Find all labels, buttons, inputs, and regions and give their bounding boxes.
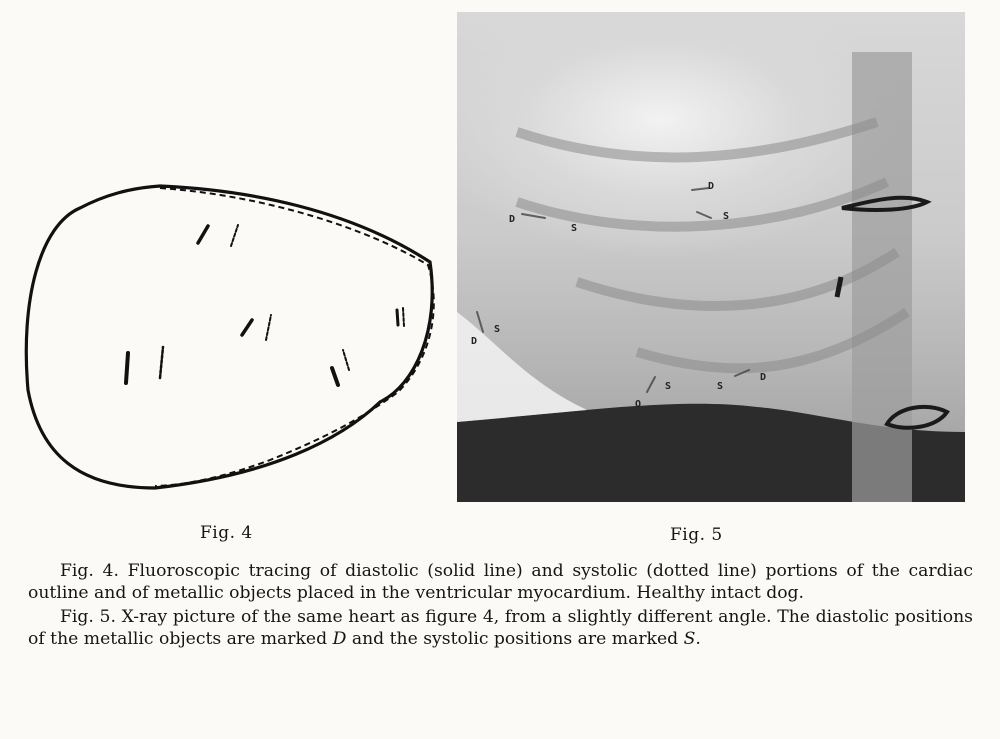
metallic-objects	[126, 225, 404, 385]
marker-solid-1	[198, 226, 208, 243]
caption-fig-5-text-b: and the systolic positions are marked	[351, 629, 679, 649]
caption-fig-4	[28, 560, 973, 604]
figure-4-label: Fig. 4	[200, 523, 253, 543]
figure-5-label: Fig. 5	[670, 525, 723, 545]
xray-marker-o: O	[635, 399, 642, 410]
xray-marker-d1: D	[708, 181, 715, 192]
caption-fig-5-d: D	[332, 629, 347, 649]
xray-marker-d3: D	[471, 336, 478, 347]
xray-marker-d2: D	[509, 214, 516, 225]
caption-fig-5-end: .	[695, 629, 701, 649]
caption-fig-5-text-a: X-ray picture of the same heart as figure 4, from a slightly different angle. The diastolic positions of the metallic objects are marked	[28, 607, 973, 649]
xray-bright-wedge	[457, 312, 587, 422]
marker-dotted-2	[266, 315, 271, 340]
figure-5-xray	[457, 12, 965, 502]
xray-marker-d4: D	[760, 372, 767, 383]
marker-dotted-1	[231, 225, 238, 246]
marker-dotted-5	[343, 350, 349, 370]
marker-solid-4	[126, 353, 128, 383]
xray-marker-s4: S	[665, 381, 672, 392]
figure-caption	[28, 560, 973, 650]
diastolic-outline	[26, 186, 432, 488]
marker-solid-2	[242, 320, 252, 335]
caption-fig-4-text: Fluoroscopic tracing of diastolic (solid line) and systolic (dotted line) portions of the cardiac outline and of metallic objects placed in the ventricular myocardium. Healthy intact dog.	[28, 561, 973, 603]
marker-dotted-3	[403, 308, 404, 326]
xray-ribs	[517, 122, 907, 368]
marker-dotted-4	[160, 347, 163, 378]
caption-fig-5-lead: Fig. 5.	[60, 607, 116, 627]
systolic-outline	[155, 188, 434, 486]
xray-marker-s3: S	[494, 324, 501, 335]
xray-marker-s2: S	[571, 223, 578, 234]
caption-fig-5-s: S	[683, 629, 696, 649]
xray-marker-s1: S	[723, 211, 730, 222]
caption-fig-4-lead: Fig. 4.	[60, 561, 119, 581]
figure-4-tracing	[20, 170, 450, 500]
xray-marker-s5: S	[717, 381, 724, 392]
caption-fig-5	[28, 606, 973, 650]
marker-solid-3	[397, 310, 398, 325]
marker-solid-5	[332, 368, 338, 385]
